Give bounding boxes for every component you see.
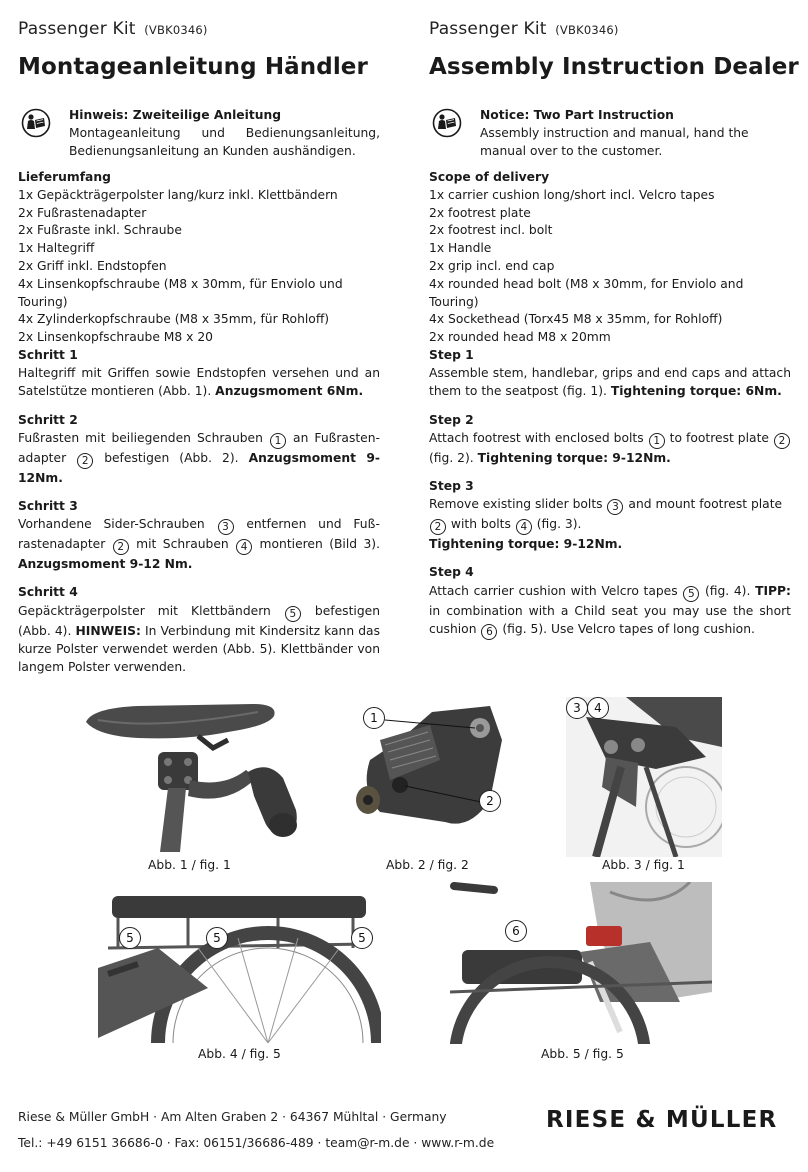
callout-ref: 3 (607, 499, 623, 515)
kit-code: (VBK0346) (144, 23, 208, 37)
step-2-text-a: Fußrasten mit beiliegenden Schrauben (18, 430, 263, 445)
step-3-body (18, 515, 380, 573)
callout-ref: 2 (77, 453, 93, 469)
step-3-text-d: montieren (Bild 3). (259, 537, 381, 552)
step-3-text-d: (fig. 3). (536, 517, 582, 532)
callout-ref: 5 (285, 606, 301, 622)
step-4-body (18, 602, 380, 677)
step-4-text-a: Attach carrier cushion with Velcro tapes (429, 583, 678, 598)
callout-ref: 1 (649, 433, 665, 449)
step-2-text-b: to footrest plate (669, 430, 769, 445)
notice-block (429, 106, 791, 160)
step-4-text-b: befestigen (Abb. 4). (18, 603, 380, 638)
callout-ref: 4 (236, 539, 252, 555)
callout-2: 2 (479, 790, 501, 812)
step-3-title: Schritt 3 (18, 499, 78, 514)
step-4-text-a: Gepäckträgerpolster mit Klettbändern (18, 603, 271, 618)
figure-1-image (78, 700, 308, 852)
step-1-title: Schritt 1 (18, 348, 78, 362)
callout-5a: 5 (119, 927, 141, 949)
step-1-torque: Anzugsmoment 6Nm. (215, 384, 364, 399)
notice-title: Hinweis: Zweiteilige Anleitung (69, 108, 282, 122)
callout-3: 3 (566, 697, 588, 719)
callout-6: 6 (505, 920, 527, 942)
step-3-body (429, 495, 791, 553)
callout-ref: 4 (516, 519, 532, 535)
notice-title: Notice: Two Part Instruction (480, 108, 674, 122)
step-2-text-c: (fig. 2). (429, 450, 474, 465)
figure-2-leader-lines (383, 716, 493, 806)
step-3-torque: Anzugsmoment 9-12 Nm. (18, 557, 193, 572)
footer-contact: Tel.: +49 6151 36686-0 · Fax: 06151/36686-489 · team@r-m.de · www.r-m.de (18, 1136, 495, 1150)
step-4-hint-a: in combination with a Child seat you may use the short cushion (429, 603, 791, 636)
callout-ref: 1 (270, 433, 286, 449)
list-item: 1x Haltegriff (18, 241, 95, 256)
kit-title (18, 19, 208, 39)
list-item: 1x carrier cushion long/short incl. Velcro tapes (429, 187, 715, 202)
figure-4-image (98, 888, 381, 1043)
step-4-body (429, 582, 791, 640)
list-item: 2x Fußrastenadapter (18, 205, 147, 220)
callout-5c: 5 (351, 927, 373, 949)
list-item: 2x footrest incl. bolt (429, 223, 553, 238)
callout-5b: 5 (206, 927, 228, 949)
step-2-text-c: befestigen (Abb. 2). (104, 450, 239, 465)
list-item: 2x footrest plate (429, 205, 531, 220)
step-1-text: Assemble stem, handlebar, grips and end caps and attach them to the seatpost (fig. 1). (429, 366, 791, 399)
callout-ref: 5 (683, 586, 699, 602)
callout-ref: 2 (774, 433, 790, 449)
callout-ref: 2 (430, 519, 446, 535)
step-4-title: Schritt 4 (18, 585, 78, 600)
step-4-hint: In Verbindung mit Kindersitz kann das kurze Polster verwendet werden (Abb. 5). Klettbänder von langem Polster verwenden. (18, 623, 380, 675)
step-4-text-b: (fig. 4). (704, 583, 751, 598)
step-4-title: Step 4 (429, 565, 474, 580)
step-3-text-a: Remove existing slider bolts (429, 497, 603, 512)
step-3-text-b: entfernen und Fuß-rastenadapter (18, 517, 380, 552)
list-item: 4x Zylinderkopfschraube (M8 x 35mm, für Rohloff) (18, 312, 330, 327)
callout-ref: 3 (218, 519, 234, 535)
kit-title-text: Passenger Kit (18, 19, 136, 39)
kit-code: (VBK0346) (555, 23, 619, 37)
step-1-title: Step 1 (429, 348, 474, 362)
callout-ref: 6 (481, 624, 497, 640)
step-2-text-b: an Fußrasten-adapter (18, 430, 380, 465)
list-item: 1x Handle (429, 241, 492, 256)
list-item: 1x Gepäckträgerpolster lang/kurz inkl. Klettbändern (18, 187, 338, 202)
step-1-text: Haltegriff mit Griffen sowie Endstopfen versehen und an Satelstütze montieren (Abb. 1). (18, 366, 380, 399)
figure-4-caption: Abb. 4 / fig. 5 (198, 1047, 281, 1061)
list-item: 2x Griff inkl. Endstopfen (18, 258, 167, 273)
step-3-text-c: mit Schrauben (136, 537, 229, 552)
read-manual-icon (432, 108, 462, 138)
step-3-text-a: Vorhandene Sider-Schrauben (18, 517, 205, 532)
page-title: Montageanleitung Händler (18, 54, 368, 80)
step-1-body (18, 364, 380, 400)
list-item: 2x rounded head M8 x 20mm (429, 330, 611, 345)
step-2-torque: Tightening torque: 9-12Nm. (477, 450, 671, 465)
figure-1-caption: Abb. 1 / fig. 1 (148, 858, 231, 872)
figure-3-caption: Abb. 3 / fig. 1 (602, 858, 685, 872)
footer-address: Riese & Müller GmbH · Am Alten Graben 2 · 64367 Mühltal · Germany (18, 1110, 447, 1124)
step-4-hint-label: TIPP: (755, 583, 791, 598)
steps (18, 346, 380, 686)
step-2-text-a: Attach footrest with enclosed bolts (429, 430, 644, 445)
scope-title: Scope of delivery (429, 170, 550, 184)
scope-list (429, 169, 791, 347)
kit-title-text: Passenger Kit (429, 19, 547, 39)
read-manual-icon (21, 108, 51, 138)
step-4-hint-label: HINWEIS: (75, 623, 141, 638)
list-item: 4x Sockethead (Torx45 M8 x 35mm, for Rohloff) (429, 312, 723, 327)
step-2-title: Schritt 2 (18, 412, 78, 427)
step-1-body (429, 364, 791, 400)
notice-text: Montageanleitung und Bedienungsanleitung, Bedienungsanleitung an Kunden aushändigen. (69, 126, 380, 158)
scope-list (18, 169, 380, 347)
step-2-torque: Anzugsmoment 9-12Nm. (18, 450, 380, 485)
callout-1: 1 (363, 707, 385, 729)
scope-title: Lieferumfang (18, 170, 111, 184)
list-item: 2x Linsenkopfschraube M8 x 20 (18, 330, 213, 345)
step-3-title: Step 3 (429, 479, 474, 494)
callout-ref: 2 (113, 539, 129, 555)
figure-5-image (450, 882, 712, 1044)
figure-2-caption: Abb. 2 / fig. 2 (386, 858, 469, 872)
list-item: 4x rounded head bolt (M8 x 30mm, for Enviolo and Touring) (429, 276, 744, 309)
step-2-body (429, 429, 791, 467)
step-2-body (18, 429, 380, 487)
page-title: Assembly Instruction Dealer (429, 54, 799, 80)
step-4-hint-b: (fig. 5). Use Velcro tapes of long cushion. (502, 621, 755, 636)
steps (429, 346, 791, 650)
callout-4: 4 (587, 697, 609, 719)
notice-text: Assembly instruction and manual, hand the manual over to the customer. (480, 126, 749, 158)
figure-5-caption: Abb. 5 / fig. 5 (541, 1047, 624, 1061)
notice-block (18, 106, 380, 160)
step-3-torque: Tightening torque: 9-12Nm. (429, 537, 623, 552)
step-2-title: Step 2 (429, 412, 474, 427)
step-1-torque: Tightening torque: 6Nm. (610, 384, 782, 399)
figure-3-image (566, 697, 722, 857)
brand-logo: RIESE & MÜLLER (546, 1107, 778, 1133)
list-item: 2x grip incl. end cap (429, 258, 555, 273)
step-3-text-b: and mount footrest plate (628, 497, 783, 512)
kit-title (429, 19, 619, 39)
list-item: 2x Fußraste inkl. Schraube (18, 223, 182, 238)
list-item: 4x Linsenkopfschraube (M8 x 30mm, für Enviolo und Touring) (18, 276, 343, 309)
step-3-text-c: with bolts (450, 517, 511, 532)
